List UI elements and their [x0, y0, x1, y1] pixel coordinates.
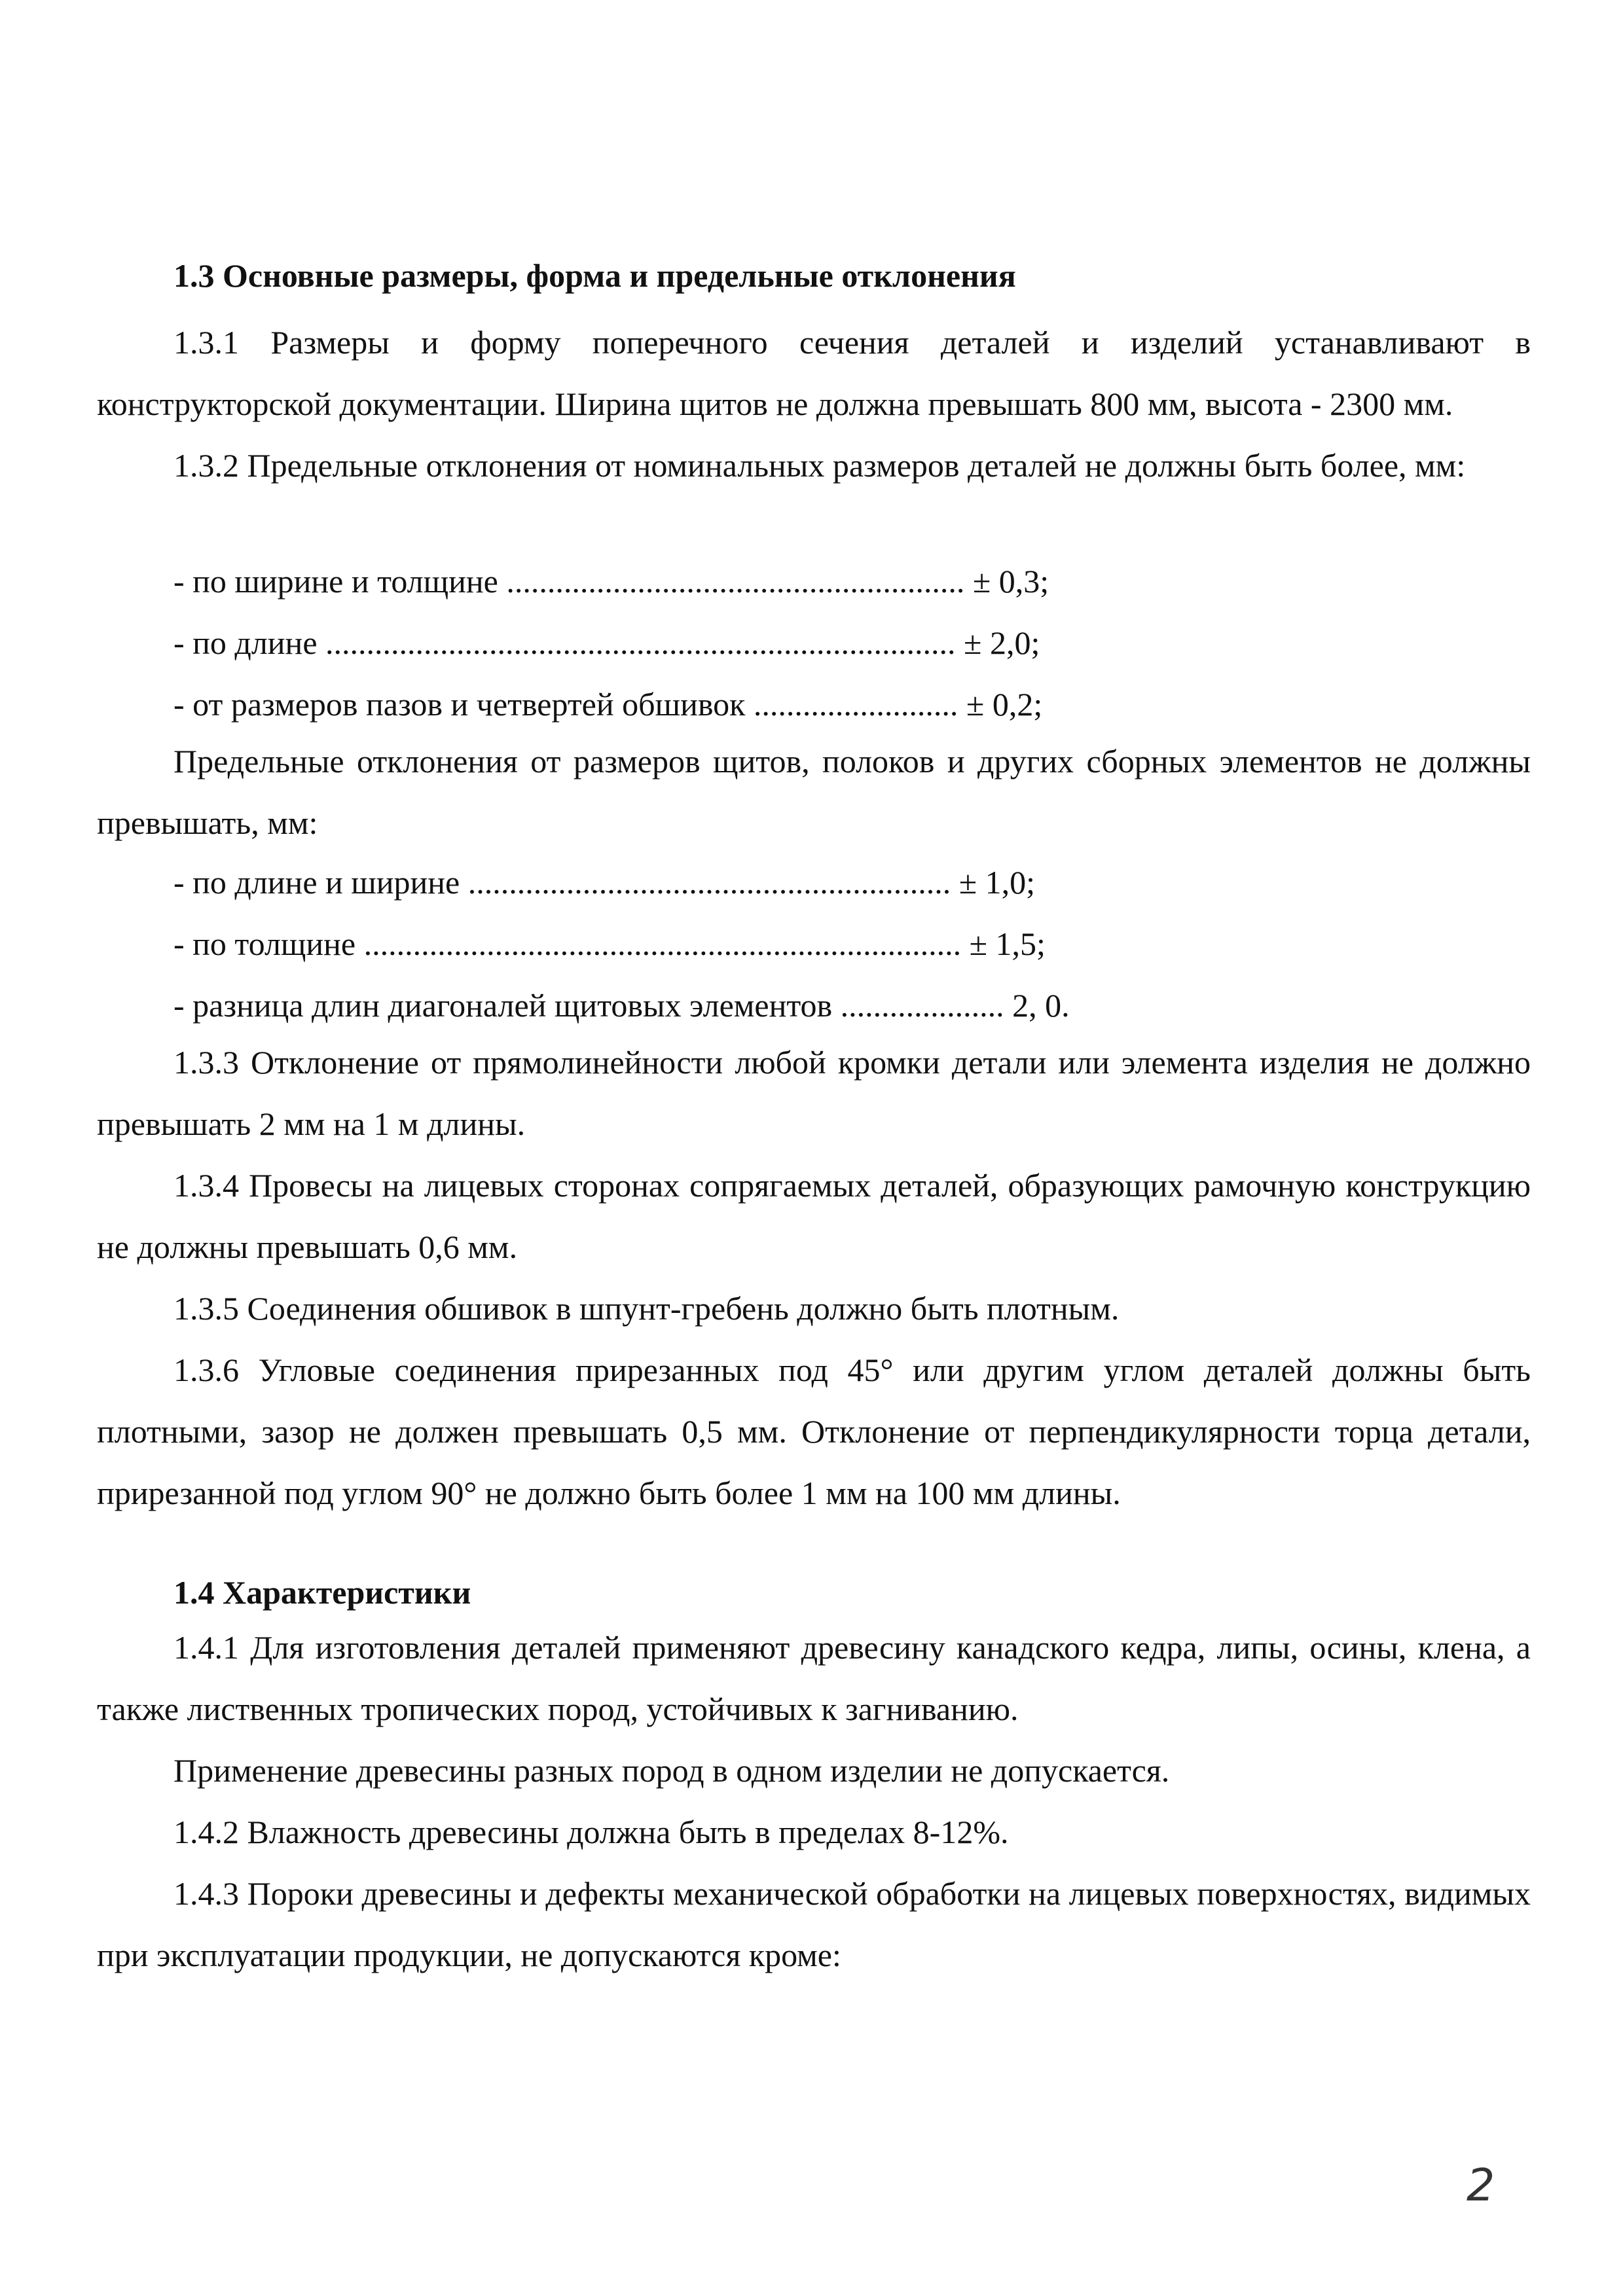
paragraph-limits-assembled — [97, 730, 1531, 853]
list-item: - от размеров пазов и четвертей обшивок ......................... ± 0,2; — [173, 686, 1043, 723]
paragraph-1-3-2 — [97, 435, 1531, 496]
list-item: - по толщине ......................................................................... ± 1,5; — [173, 925, 1046, 962]
paragraph-text: 1.3.6 Угловые соединения прирезанных под 45° или другим углом деталей должны быть плотными, зазор не должен превышать 0,5 мм. Отклонение от перпендикулярности торца детали, прирезанной под углом 90° не должно быть более 1 мм на 100 мм длины. — [97, 1352, 1531, 1511]
paragraph-1-4-2 — [97, 1801, 1531, 1863]
paragraph-1-3-6 — [97, 1339, 1531, 1524]
list-item: - по длине ............................................................................. ± 2,0; — [173, 624, 1040, 661]
paragraph-text: 1.3.1 Размеры и форму поперечного сечения деталей и изделий устанавливают в конструкторской документации. Ширина щитов не должна превышать 800 мм, высота - 2300 мм. — [97, 324, 1531, 422]
paragraph-text: Предельные отклонения от размеров щитов, полоков и других сборных элементов не должны превышать, мм: — [97, 743, 1531, 841]
paragraph-text: 1.3.2 Предельные отклонения от номинальных размеров деталей не должны быть более, мм: — [173, 447, 1466, 484]
section-1-4-heading: 1.4 Характеристики — [173, 1574, 471, 1611]
paragraph-1-4-3 — [97, 1863, 1531, 1986]
paragraph-species — [97, 1740, 1531, 1801]
paragraph-text: 1.3.3 Отклонение от прямолинейности любой кромки детали или элемента изделия не должно превышать 2 мм на 1 м длины. — [97, 1044, 1531, 1142]
paragraph-text: 1.4.3 Пороки древесины и дефекты механической обработки на лицевых поверхностях, видимых при эксплуатации продукции, не допускаются кроме: — [97, 1875, 1531, 1973]
paragraph-1-4-1 — [97, 1617, 1531, 1740]
paragraph-1-3-1 — [97, 312, 1531, 435]
paragraph-1-3-5 — [97, 1278, 1531, 1339]
paragraph-text: 1.3.5 Соединения обшивок в шпунт-гребень должно быть плотным. — [173, 1290, 1120, 1327]
paragraph-text: 1.3.4 Провесы на лицевых сторонах сопрягаемых деталей, образующих рамочную конструкцию не должны превышать 0,6 мм. — [97, 1167, 1531, 1265]
paragraph-1-3-3 — [97, 1031, 1531, 1155]
page-number: 2 — [1467, 2160, 1495, 2212]
paragraph-1-3-4 — [97, 1155, 1531, 1278]
section-1-3-heading: 1.3 Основные размеры, форма и предельные отклонения — [173, 257, 1016, 294]
paragraph-text: Применение древесины разных пород в одном изделии не допускается. — [173, 1752, 1170, 1789]
list-item: - по длине и ширине ........................................................... ± 1,0; — [173, 864, 1036, 901]
paragraph-text: 1.4.2 Влажность древесины должна быть в пределах 8-12%. — [173, 1814, 1009, 1850]
list-item: - по ширине и толщине ........................................................ ± 0,3; — [173, 563, 1049, 600]
list-item: - разница длин диагоналей щитовых элементов .................... 2, 0. — [173, 987, 1070, 1024]
paragraph-text: 1.4.1 Для изготовления деталей применяют древесину канадского кедра, липы, осины, клена, а также лиственных тропических пород, устойчивых к загниванию. — [97, 1629, 1531, 1727]
